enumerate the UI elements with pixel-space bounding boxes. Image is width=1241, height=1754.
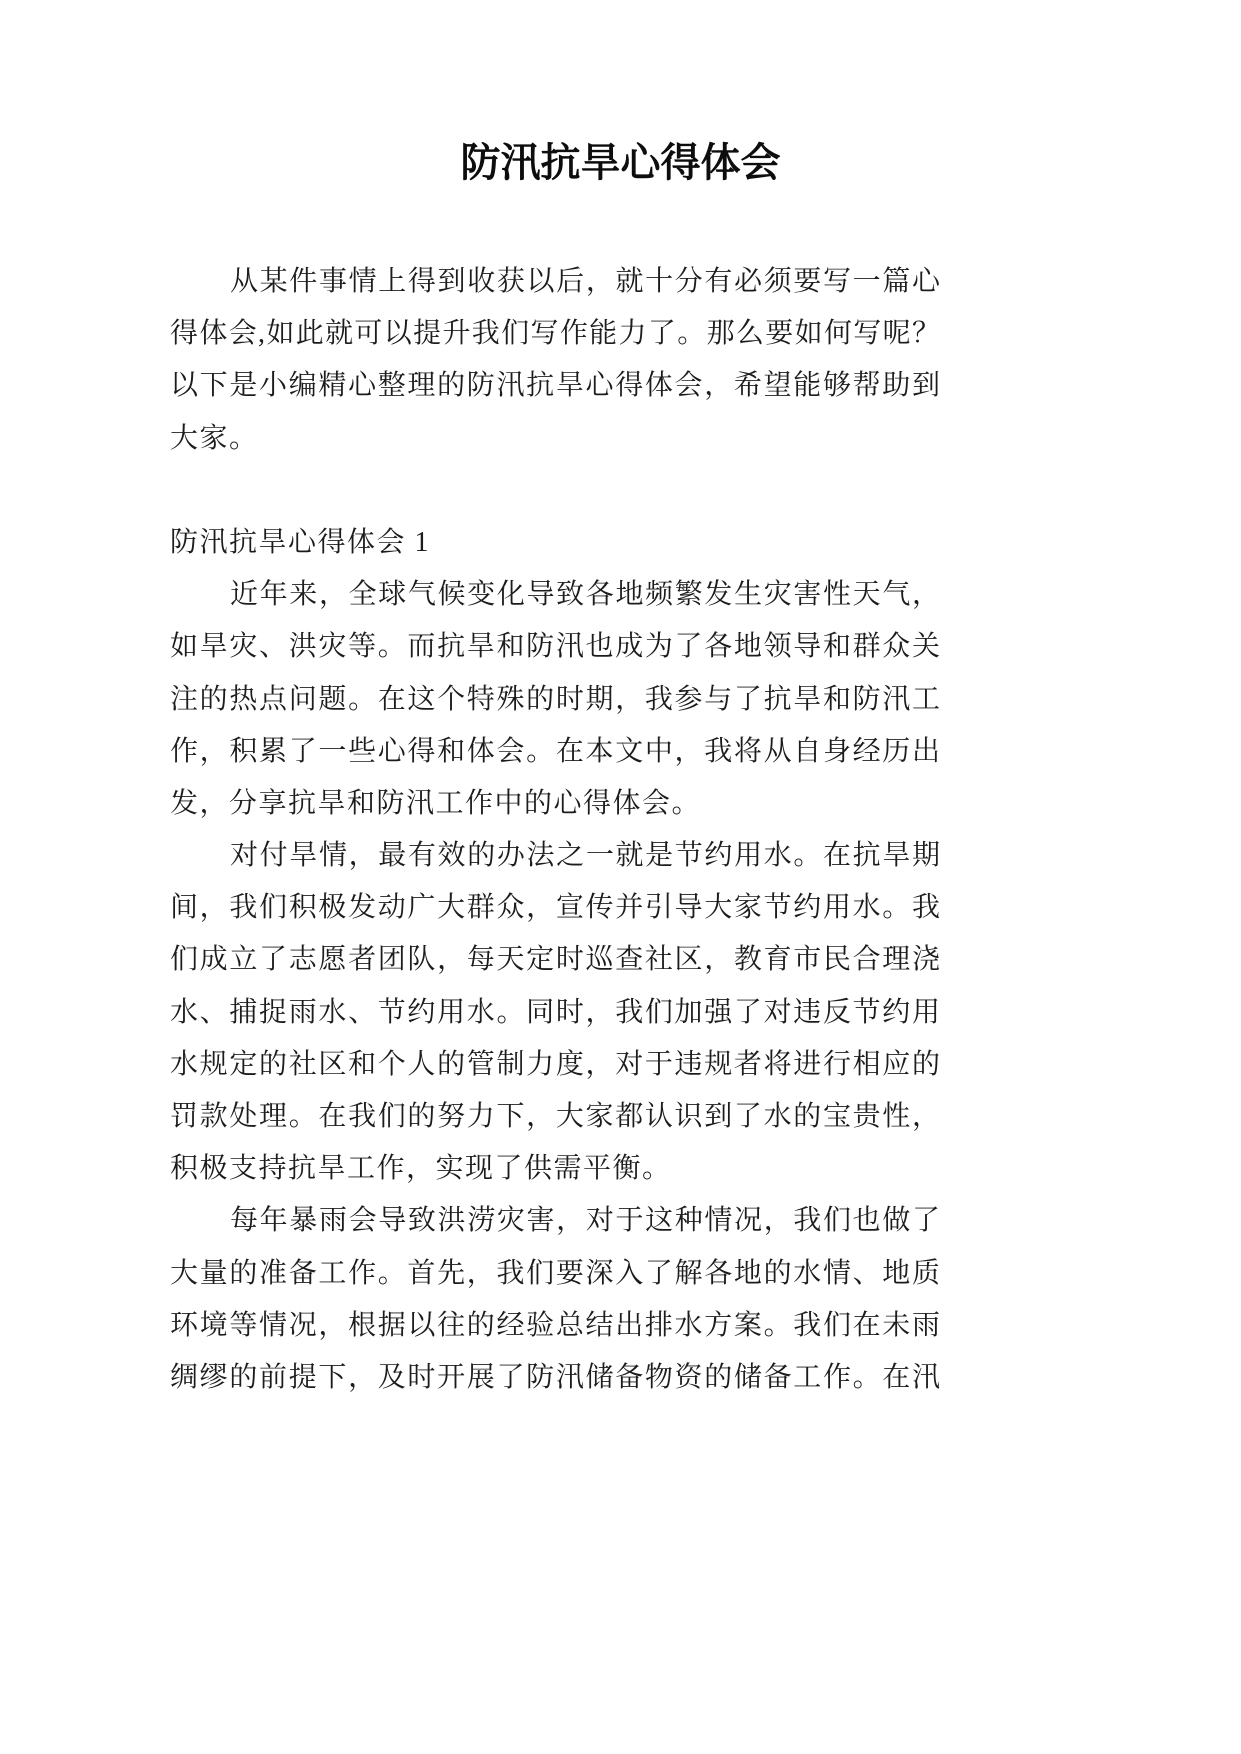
body-paragraph: [170, 830, 940, 1195]
text-line: 水规定的社区和个人的管制力度，对于违规者将进行相应的: [170, 1048, 940, 1080]
text-line: 罚款处理。在我们的努力下，大家都认识到了水的宝贵性，: [170, 1101, 940, 1132]
blank-line: [170, 465, 940, 517]
text-line: 每年暴雨会导致洪涝灾害，对于这种情况，我们也做了: [230, 1205, 940, 1237]
text-line: 对付旱情，最有效的办法之一就是节约用水。在抗旱期: [230, 840, 940, 872]
text-line: 间，我们积极发动广大群众，宣传并引导大家节约用水。我: [170, 892, 940, 924]
text-line: 水、捕捉雨水、节约用水。同时，我们加强了对违反节约用: [170, 996, 940, 1028]
text-line: 注的热点问题。在这个特殊的时期，我参与了抗旱和防汛工: [170, 683, 940, 715]
text-line: 环境等情况，根据以往的经验总结出排水方案。我们在未雨: [170, 1309, 940, 1341]
text-line: 从某件事情上得到收获以后，就十分有必须要写一篇心: [230, 266, 940, 297]
document-title: 防汛抗旱心得体会: [460, 140, 781, 185]
document-body: [170, 256, 940, 1404]
text-line: 大家。: [170, 422, 259, 454]
body-paragraph: [170, 569, 940, 830]
text-line: 以下是小编精心整理的防汛抗旱心得体会，希望能够帮助到: [170, 370, 940, 402]
intro-paragraph: [170, 256, 940, 465]
text-line: 绸缪的前提下，及时开展了防汛储备物资的储备工作。在汛: [170, 1361, 940, 1393]
section-heading: 防汛抗旱心得体会 1: [170, 526, 431, 558]
text-line: 积极支持抗旱工作，实现了供需平衡。: [170, 1153, 672, 1185]
text-line: 作，积累了一些心得和体会。在本文中，我将从自身经历出: [170, 735, 940, 767]
text-line: 近年来，全球气候变化导致各地频繁发生灾害性天气，: [230, 579, 940, 611]
text-line: 发，分享抗旱和防汛工作中的心得体会。: [170, 787, 702, 819]
text-line: 如旱灾、洪灾等。而抗旱和防汛也成为了各地领导和群众关: [170, 631, 940, 663]
body-paragraph: [170, 1195, 940, 1404]
text-line: 得体会,如此就可以提升我们写作能力了。那么要如何写呢？: [170, 318, 940, 350]
text-line: 们成立了志愿者团队，每天定时巡查社区，教育市民合理浇: [170, 944, 940, 976]
text-line: 大量的准备工作。首先，我们要深入了解各地的水情、地质: [170, 1257, 940, 1289]
